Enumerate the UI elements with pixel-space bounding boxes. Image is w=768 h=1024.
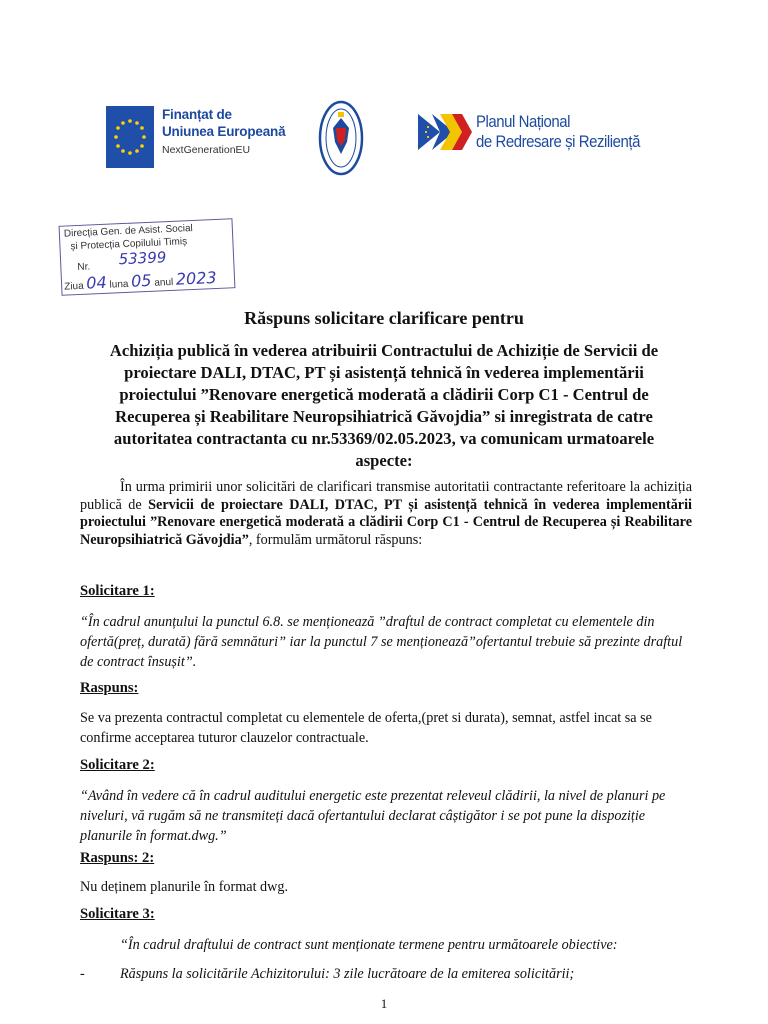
raspuns-1-text: Se va prezenta contractul completat cu elementele de oferta,(pret si durata), semnat, astfel incat sa se confirme acceptarea tuturor clauzelor contractuale. bbox=[80, 710, 652, 746]
solicitare-3-heading: Solicitare 3: bbox=[80, 906, 155, 922]
page-number: 1 bbox=[380, 996, 388, 1011]
raspuns-1-heading: Raspuns: bbox=[80, 680, 139, 696]
solicitare-3-bullet-dash: - bbox=[80, 966, 85, 982]
intro-paragraph bbox=[80, 479, 692, 549]
stamp-ziua-label: Ziua bbox=[63, 280, 84, 293]
eu-logo-line3: NextGenerationEU bbox=[162, 144, 251, 156]
solicitare-2-text: “Având în vedere că în cadrul auditului energetic este prezentat releveul clădirii, la nivel de planuri pe niveluri, vă rugăm să ne transmiteți dacă ofertantului declarat câștigător i se pot pune la dispoziție planurile în format.dwg.” bbox=[80, 788, 666, 844]
eu-logo-line2: Uniunea Europeană bbox=[162, 124, 286, 139]
stamp-ziua-value: 04 bbox=[85, 272, 108, 293]
pnrr-logo-line2: de Redresare și Reziliență bbox=[476, 132, 641, 151]
eu-funding-logo bbox=[106, 106, 285, 168]
pnrr-logo bbox=[418, 112, 662, 152]
solicitare-1-text: “În cadrul anunțului la punctul 6.8. se menționează ”draftul de contract completat cu elementele din ofertă(preț, durată) fără semnături” iar la punctul 7 se menționează”ofertantul trebuie să prezinte draftul de contract însușit”. bbox=[80, 614, 683, 670]
document-subtitle: Achiziția publică în vederea atribuirii Contractului de Achiziție de Servicii de proiectare DALI, DTAC, PT și asistență tehnică în vederea implementării proiectului ”Renovare energetică moderată a clădirii Corp C1 - Centrul de Recuperea și Reabilitare Neuropsihiatrică Găvojdia” si inregistrata de catre autoritatea contractanta cu nr.53369/02.05.2023, va comunicam urmatoarele aspecte: bbox=[109, 341, 659, 470]
stamp-nr-label: Nr. bbox=[77, 261, 91, 274]
pnrr-logo-line1: Planul Național bbox=[476, 112, 571, 131]
raspuns-2-text: Nu deținem planurile în format dwg. bbox=[80, 879, 289, 895]
stamp-anul-label: anul bbox=[154, 276, 174, 289]
stamp-anul-value: 2023 bbox=[175, 267, 217, 289]
solicitare-1-heading: Solicitare 1: bbox=[80, 583, 155, 599]
stamp-line2: și Protecția Copilului Timiș bbox=[70, 236, 188, 253]
stamp-nr-value: 53399 bbox=[118, 248, 167, 269]
raspuns-2-heading: Raspuns: 2: bbox=[80, 850, 155, 866]
registration-stamp bbox=[59, 218, 236, 296]
government-emblem-icon bbox=[318, 98, 364, 178]
eu-logo-line1: Finanțat de bbox=[162, 107, 232, 122]
stamp-luna-label: luna bbox=[109, 278, 129, 291]
intro-text-bold: Servicii de proiectare DALI, DTAC, PT și asistență tehnică în vederea implementării proiectului ”Renovare energetică moderată a clădirii Corp C1 - Centrul de Recuperea și Reabilitare Neuropsihiatrică Găvojdia” bbox=[80, 496, 692, 548]
intro-text-c: , formulăm următorul răspuns: bbox=[248, 531, 423, 548]
intro-text-a: În urma primirii unor solicitări de clarificari transmise autoritatii contractante referitoare la achiziția publică de bbox=[80, 479, 692, 513]
solicitare-3-bullet: Răspuns la solicitările Achizitorului: 3 zile lucrătoare de la emiterea solicitării; bbox=[120, 966, 575, 982]
solicitare-2-heading: Solicitare 2: bbox=[80, 757, 155, 773]
eu-flag-icon bbox=[106, 106, 154, 168]
stamp-line1: Direcția Gen. de Asist. Social bbox=[63, 222, 193, 240]
document-title: Răspuns solicitare clarificare pentru bbox=[244, 308, 524, 328]
stamp-luna-value: 05 bbox=[130, 270, 152, 291]
pnrr-flag-icon bbox=[418, 112, 472, 152]
solicitare-3-text: “În cadrul draftului de contract sunt menționate termene pentru următoarele obiective: bbox=[120, 937, 618, 953]
